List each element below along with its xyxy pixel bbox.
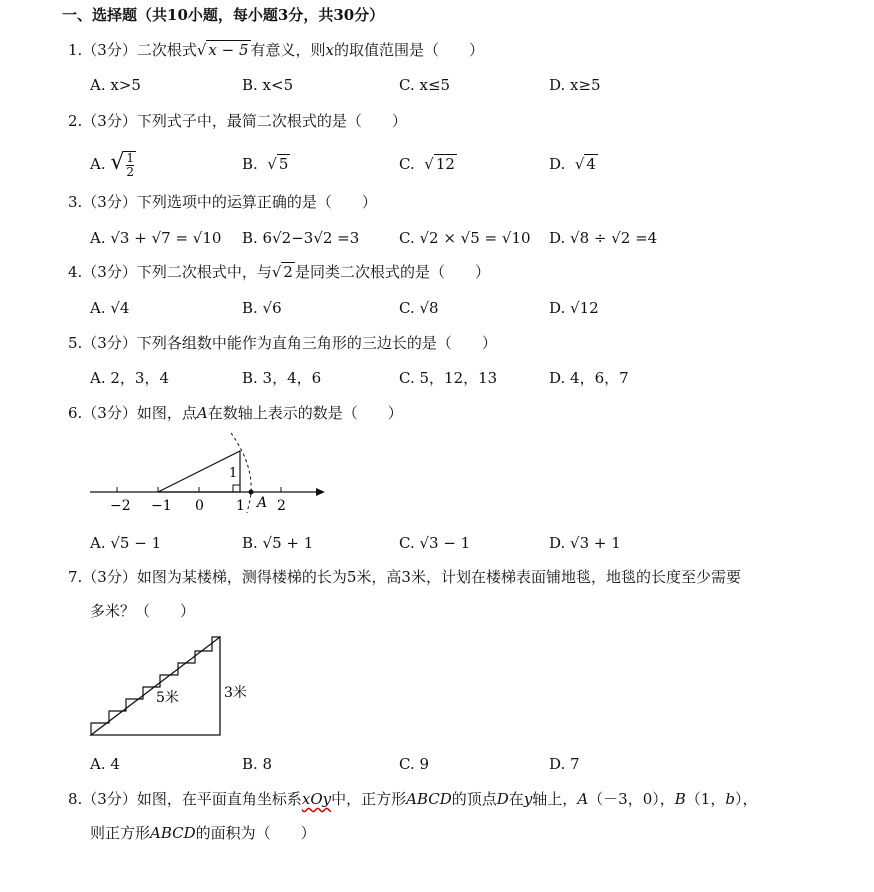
q6-option-a[interactable]: A. √5 − 1 (90, 534, 162, 552)
sqrt-sign: √ (271, 263, 282, 281)
question-1-stem (68, 40, 484, 60)
q3-option-d[interactable]: D. √8 ÷ √2 =4 (549, 229, 658, 247)
q1-var: x (325, 41, 335, 59)
height-label: 1 (229, 466, 238, 481)
q1-option-a[interactable]: A. x>5 (90, 76, 141, 94)
right-angle-mark (233, 485, 240, 492)
q6-option-c[interactable]: C. √3 − 1 (399, 534, 471, 552)
right-triangle (158, 451, 240, 492)
question-4-stem (68, 262, 490, 282)
tick-label: 1 (236, 498, 245, 514)
tick-label: −1 (151, 498, 172, 514)
sqrt-sign: √ (267, 155, 277, 173)
q4-stem-suffix: 是同类二次根式的是（ ） (294, 263, 490, 281)
q6-option-d[interactable]: D. √3 + 1 (549, 534, 621, 552)
tick-label: −2 (110, 498, 131, 514)
question-6-stem (68, 403, 403, 423)
sqrt-sign: √ (196, 41, 207, 59)
q2-option-d[interactable]: D. √ 4 (549, 155, 596, 173)
q1-stem-prefix: 1.（3分）二次根式 (68, 41, 197, 59)
q5-option-b[interactable]: B. 3，4，6 (242, 369, 322, 387)
q7-option-c[interactable]: C. 9 (399, 755, 430, 773)
sqrt-sign: √ (424, 155, 434, 173)
q7-option-b[interactable]: B. 8 (242, 755, 273, 773)
question-8-stem-line-2: 则正方形ABCD的面积为（ ） (90, 824, 316, 842)
sqrt-sign: √ (110, 150, 125, 175)
q3-option-b[interactable]: B. 6√2−3√2 =3 (242, 229, 360, 247)
q4-option-b[interactable]: B. √6 (242, 299, 282, 317)
q1-option-d[interactable]: D. x≥5 (549, 76, 601, 94)
q6-var: A (196, 404, 208, 422)
q3-option-c[interactable]: C. √2 × √5 = √10 (399, 229, 531, 247)
coordinate-system-name: xOy (301, 790, 332, 808)
q2-option-b-label: B. (242, 155, 258, 173)
q6-option-b[interactable]: B. √5 + 1 (242, 534, 314, 552)
q2-option-b[interactable]: B. √ 5 (242, 155, 289, 173)
axis-arrow-icon (316, 488, 325, 496)
question-3-stem: 3.（3分）下列选项中的运算正确的是（ ） (68, 193, 377, 211)
q4-radicand: 2 (283, 263, 293, 281)
q1-stem-suffix: 有意义，则 (250, 41, 326, 59)
q7-option-a[interactable]: A. 4 (90, 755, 120, 773)
q6-stem-suffix: 在数轴上表示的数是（ ） (207, 404, 403, 422)
point-a-label: A (257, 495, 268, 511)
q5-option-d[interactable]: D. 4，6，7 (549, 369, 629, 387)
q4-option-a[interactable]: A. √4 (90, 299, 130, 317)
height-label: 3米 (224, 685, 247, 701)
hypotenuse-label: 5米 (156, 690, 179, 706)
q2-option-a[interactable] (90, 148, 136, 179)
question-8-stem-line-1: 8.（3分）如图，在平面直角坐标系xOy中，正方形ABCD的顶点D在y轴上，A（－3，0），B（1，b）， (68, 790, 758, 808)
staircase-figure (88, 633, 263, 743)
question-7-stem-line-1: 7.（3分）如图为某楼梯，测得楼梯的长为5米，高3米，计划在楼梯表面铺地毯，地毯的长度至少需要 (68, 568, 741, 586)
q5-option-a[interactable]: A. 2，3，4 (90, 369, 169, 387)
q4-stem-prefix: 4.（3分）下列二次根式中，与 (68, 263, 272, 281)
q1-stem-end: 的取值范围是（ ） (334, 41, 485, 59)
q2-fraction: $\frac{1}{2}$ (126, 151, 135, 179)
section-heading: 一、选择题（共10小题，每小题3分，共30分） (62, 6, 385, 24)
tick-label: 0 (195, 498, 204, 514)
q2-option-c[interactable]: C. √ 12 (399, 155, 455, 173)
q2-option-d-label: D. (549, 155, 566, 173)
number-line-figure (85, 428, 335, 520)
sqrt-sign: √ (574, 155, 585, 173)
q2-option-a-label: A. (90, 155, 106, 173)
q1-option-c[interactable]: C. x≤5 (399, 76, 451, 94)
q1-option-b[interactable]: B. x<5 (242, 76, 294, 94)
tick-label: 2 (277, 498, 286, 514)
q4-option-d[interactable]: D. √12 (549, 299, 599, 317)
q5-option-c[interactable]: C. 5，12，13 (399, 369, 498, 387)
q6-stem-prefix: 6.（3分）如图，点 (68, 404, 197, 422)
question-7-stem-line-2: 多米？（ ） (90, 602, 196, 620)
point-a-dot (249, 490, 254, 495)
staircase-triangle (91, 637, 220, 735)
q4-option-c[interactable]: C. √8 (399, 299, 439, 317)
q7-option-d[interactable]: D. 7 (549, 755, 580, 773)
q1-radicand: x − 5 (208, 41, 249, 59)
question-2-stem: 2.（3分）下列式子中，最简二次根式的是（ ） (68, 112, 407, 130)
question-5-stem: 5.（3分）下列各组数中能作为直角三角形的三边长的是（ ） (68, 334, 497, 352)
q3-option-a[interactable]: A. √3 + √7 = √10 (90, 229, 222, 247)
q2-option-c-label: C. (399, 155, 415, 173)
